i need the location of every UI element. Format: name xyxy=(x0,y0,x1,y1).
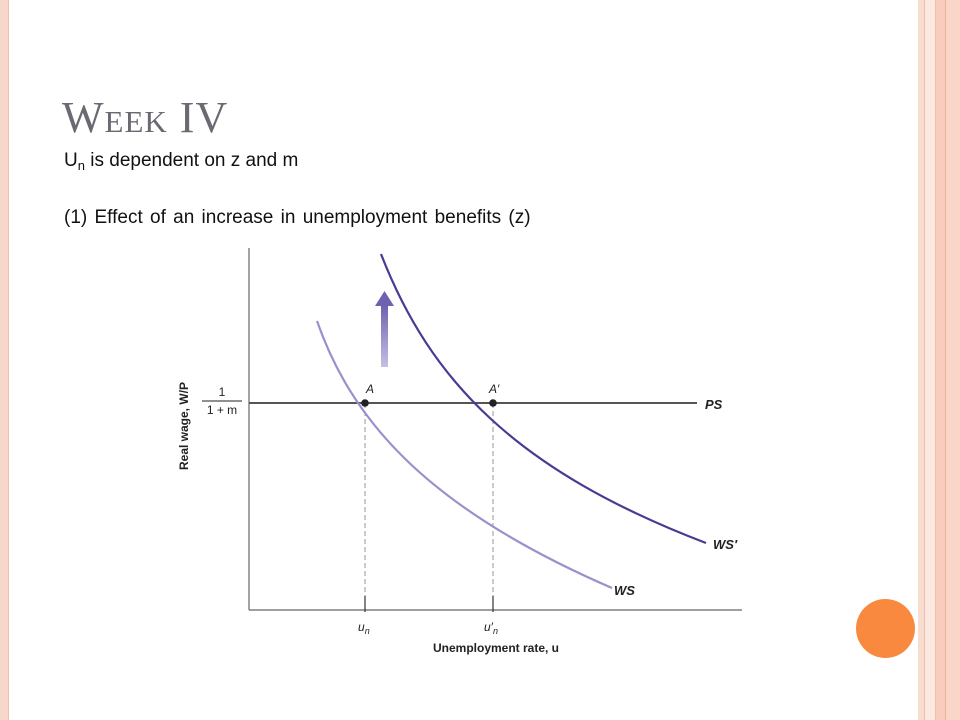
point-a-label: A xyxy=(366,382,375,396)
subtitle-rest: is dependent on z and m xyxy=(84,150,299,171)
subtitle-u-subscript: n xyxy=(77,158,85,173)
point-a-prime-dot xyxy=(489,399,497,407)
ps-label: PS xyxy=(705,397,723,412)
un-tick-label-main: u xyxy=(358,620,365,634)
point-a-dot xyxy=(361,399,369,407)
subtitle-u: U xyxy=(64,150,78,171)
upward-shift-arrow xyxy=(375,291,394,367)
ws-curve xyxy=(317,321,612,588)
accent-circle xyxy=(856,599,915,658)
effect-heading: (1) Effect of an increase in unemployment benefits (z) xyxy=(64,207,531,228)
slide-title: Week IV xyxy=(62,93,229,142)
point-a-prime-label: A′ xyxy=(489,382,500,396)
un-prime-tick-label-sub: n xyxy=(492,626,498,636)
un-tick-label-sub: n xyxy=(364,626,370,636)
ws-label: WS xyxy=(614,583,635,598)
un-tick-label xyxy=(358,620,370,636)
ws-prime-label: WS′ xyxy=(713,537,738,552)
ws-prime-curve xyxy=(381,254,706,543)
un-prime-tick-label-main: u′ xyxy=(484,620,493,634)
y-tick-numerator: 1 xyxy=(218,385,226,399)
un-prime-tick-label xyxy=(484,620,498,636)
y-axis-label: Real wage, W/P xyxy=(177,381,191,471)
x-axis-label: Unemployment rate, u xyxy=(432,641,560,655)
y-tick-denominator: 1 + m xyxy=(206,403,238,417)
